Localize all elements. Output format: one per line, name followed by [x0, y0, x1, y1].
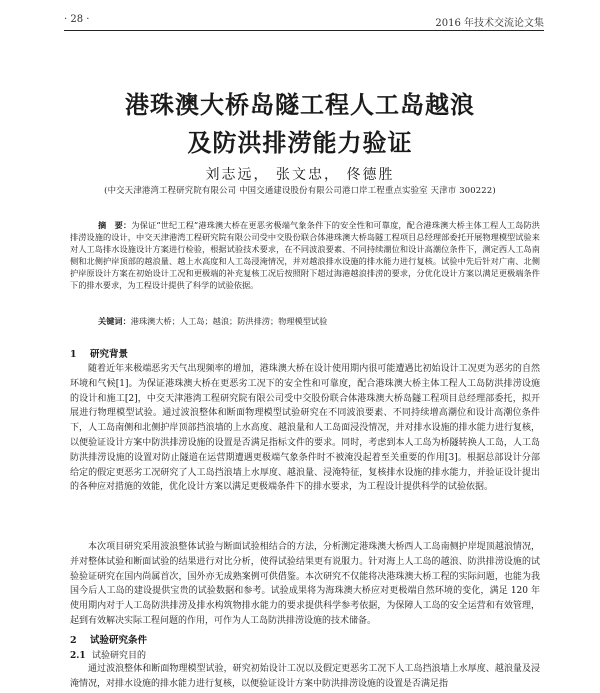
- abstract: [70, 219, 540, 291]
- section-1-paragraph-2: 本次项目研究采用波浪整体试验与断面试验相结合的方法，分析测定港珠澳大桥西人工岛南侧护岸堤顶越浪情况，并对整体试验和断面试验的结果进行对比分析，使得试验结果更有说服力。针对海上人工岛的越浪、防洪排涝设施的试验验证研究在国内尚属首次，国外亦无成熟案例可供借鉴。本次研究不仅能将决港珠澳大桥工程的实际问题，也能为我国今后人工岛的建设提供宝贵的试验数据和参考。试验成果将为海珠澳大桥应对更极端自然环境的变化，满足 120 年使用期内对于人工岛防洪排涝及排水构筑物排水能力的要求提供科学参考依据，为保障人工岛的安全运营和有效管理，起到有效解决实际工程问题的作用，可作为人工岛防洪排涝设施的技术储备。: [70, 542, 540, 626]
- page-number: · 28 ·: [64, 14, 90, 25]
- title-line-1: 港珠澳大桥岛隧工程人工岛越浪: [125, 90, 475, 119]
- abstract-label: 摘 要：: [98, 220, 132, 230]
- title-line-2: 及防洪排涝能力验证: [187, 128, 413, 157]
- journal-title: 2016 年技术交流论文集: [435, 18, 544, 29]
- affiliation: (中交天津港湾工程研究院有限公司 中国交通建设股份有限公司港口岸工程重点实验室 天津市 300222): [104, 185, 496, 195]
- authors: 刘志远， 张文忠， 佟德胜: [205, 167, 395, 183]
- section-2-title: 试验研究条件: [90, 635, 148, 646]
- subsection-2-1-heading: [70, 648, 146, 661]
- running-header: [64, 14, 544, 30]
- subsection-2-1-number: 2.1: [70, 651, 86, 661]
- section-1-title: 研究背景: [90, 349, 129, 360]
- section-2-heading: [70, 632, 147, 646]
- section-1-paragraph-1: 随着近年来极端恶劣天气出现频率的增加，港珠澳大桥在设计使用期内很可能遭遇比初始设计工况更为恶劣的自然环境和气候[1]。为保证港珠澳大桥在更恶劣工况下的安全性和可靠度，配合港珠澳大桥主体工程人工岛防洪排涝设施的设计和施工[2]，中交天津港湾工程研究院有限公司受中交股份联合体港珠澳大桥岛隧工程项目总经理部委托，拟开展进行物理模型试验。通过波浪整体和断面物理模型试验研究在不同波浪要素、不同持续增高潮位和设计高潮位条件下，人工岛南侧和北侧护岸顶部挡浪墙的上水高度、越浪量和人工岛面浸没情况，并对排水设施的排水能力进行复核，以便验证设计方案中防洪排涝设施的设置是否满足指标文件的要求。同时，考虑到本人工岛为桥隧转换人工岛，人工岛防洪排涝设施的设置对防止隧道在运营期遭遇更极端气象条件时不被淹没起着至关重要的作用[3]。根据总部设计分部给定的假定更恶劣工况研究了人工岛挡浪墙上水厚度、越浪量、浸淹特征，复核排水设施的排水能力，并验证设计提出的各种应对措施的效能，优化设计方案以满足更极端条件下的排水要求，为工程设计提供科学的试验依据。: [70, 364, 540, 493]
- header-rule: [64, 30, 544, 31]
- abstract-text: 为保证“世纪工程”港珠澳大桥在更恶劣极端气象条件下的安全性和可靠度，配合港珠澳大桥主体工程人工岛防洪排涝设施的设计，中交天津港湾工程研究院有限公司受中交股份联合体港珠澳大桥岛隧工程项目总经理部委托开展物理模型试验来对人工岛排水设施设计方案进行检验，根据试验技术要求，在不同波浪要素、不同持续潮位和设计高潮位条件下，测定西人工岛南侧和北侧护岸顶部的越浪量、越上水高度和人工岛浸淹情况，并对越浪排水设施的排水能力进行复核。试验中先后针对广南、北侧护岸原设计方案在初始设计工况和更极端的补充复核工况后按照附下超过海港越浪排涝的要求，分优化设计方案以满足更极端条件下的排水要求，为工程设计提供了科学的试验依据。: [70, 220, 540, 290]
- section-2-number: 2: [70, 635, 77, 646]
- section-2-paragraph-1: 通过波浪整体和断面物理模型试验，研究初始设计工况以及假定更恶劣工况下人工岛挡浪墙上水厚度、越浪量及浸淹情况，对排水设施的排水能力进行复核，以便验证设计方案中防洪排涝设施的设置是否满足指: [70, 664, 540, 689]
- section-1-number: 1: [70, 349, 77, 360]
- keywords: [70, 315, 540, 327]
- subsection-2-1-title: 试验研究目的: [92, 651, 147, 661]
- section-1-heading: [70, 346, 128, 360]
- paper-title: [70, 86, 530, 162]
- keywords-label: 关键词：: [98, 316, 131, 326]
- keywords-text: 港珠澳大桥；人工岛；越浪；防洪排涝；物理模型试验: [130, 316, 328, 326]
